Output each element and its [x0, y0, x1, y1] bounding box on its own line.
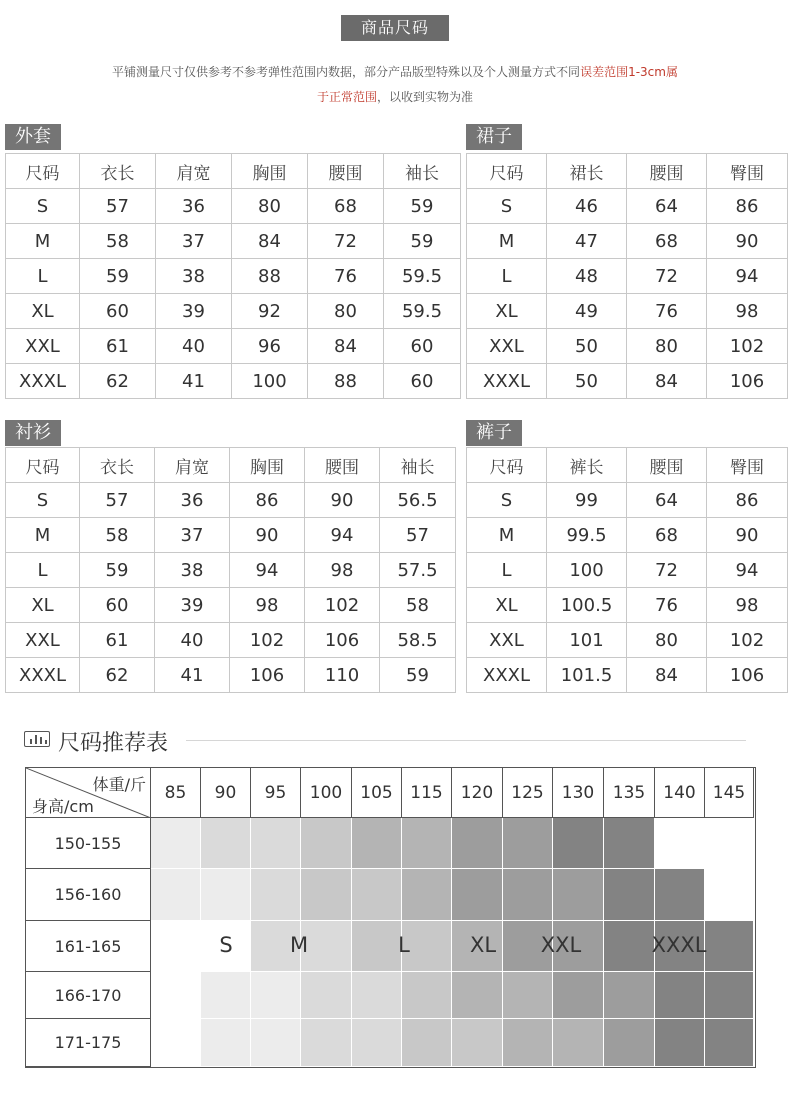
height-axis-label: 身高/cm — [32, 797, 94, 816]
table-cell: 59 — [384, 189, 461, 224]
table-cell: XXXL — [467, 658, 547, 693]
column-header: 肩宽 — [155, 448, 230, 483]
size-label: S — [219, 933, 233, 957]
shade-cell — [151, 818, 201, 869]
table-cell: 90 — [305, 483, 380, 518]
table-cell: 100 — [547, 553, 627, 588]
shade-cell — [655, 1019, 705, 1067]
table-cell: 37 — [156, 224, 232, 259]
shade-cell — [251, 972, 301, 1019]
table-cell: 62 — [80, 364, 156, 399]
table-header-row — [467, 154, 788, 189]
table-cell: 84 — [627, 364, 707, 399]
table-cell: S — [6, 189, 80, 224]
column-header: 衣长 — [80, 448, 155, 483]
shade-cell — [604, 921, 655, 972]
table-header-row — [6, 154, 461, 189]
table-cell: 46 — [547, 189, 627, 224]
table-row — [467, 518, 788, 553]
height-row-label: 171-175 — [26, 1019, 151, 1067]
table-cell: 40 — [155, 623, 230, 658]
table-cell: XXXL — [6, 658, 80, 693]
size-label: XXXL — [651, 933, 707, 957]
column-header: 肩宽 — [156, 154, 232, 189]
table-cell: 76 — [627, 294, 707, 329]
table-cell: 59 — [80, 259, 156, 294]
table-cell: 110 — [305, 658, 380, 693]
weight-column-header: 120 — [452, 768, 503, 818]
title-divider — [186, 740, 746, 741]
table-cell: 80 — [232, 189, 308, 224]
table-cell: 102 — [305, 588, 380, 623]
shirt-table-label: 衬衫 — [5, 420, 61, 446]
table-row — [6, 364, 461, 399]
table-cell: XL — [6, 294, 80, 329]
height-row-label: 156-160 — [26, 869, 151, 921]
shade-cell — [655, 869, 705, 921]
column-header: 胸围 — [230, 448, 305, 483]
table-cell: 68 — [308, 189, 384, 224]
size-recommend-grid — [25, 767, 756, 1068]
table-cell: 72 — [308, 224, 384, 259]
column-header: 腰围 — [308, 154, 384, 189]
shade-cell — [604, 818, 655, 869]
table-cell: M — [467, 518, 547, 553]
shade-cell — [604, 972, 655, 1019]
column-header: 尺码 — [467, 154, 547, 189]
table-cell: L — [467, 553, 547, 588]
table-cell: 48 — [547, 259, 627, 294]
table-cell: 90 — [707, 518, 788, 553]
table-cell: 94 — [305, 518, 380, 553]
pants-table-label: 裤子 — [466, 420, 522, 446]
size-label: M — [289, 933, 309, 957]
shade-cell — [402, 818, 452, 869]
table-cell: 59 — [380, 658, 456, 693]
table-cell: 102 — [230, 623, 305, 658]
table-cell: 86 — [707, 483, 788, 518]
table-cell: S — [467, 189, 547, 224]
size-label: L — [398, 933, 410, 957]
shade-cell — [151, 921, 201, 972]
table-cell: 94 — [230, 553, 305, 588]
note-highlight: 误差范围1-3cm属 — [580, 65, 678, 79]
table-cell: 88 — [232, 259, 308, 294]
table-row — [467, 658, 788, 693]
table-cell: XL — [467, 294, 547, 329]
table-cell: 60 — [80, 588, 155, 623]
table-cell: 64 — [627, 483, 707, 518]
table-cell: 59 — [384, 224, 461, 259]
table-cell: 100 — [232, 364, 308, 399]
size-note-line-1 — [40, 63, 750, 80]
shade-cell — [452, 869, 503, 921]
table-cell: 57 — [80, 189, 156, 224]
table-cell: 102 — [707, 623, 788, 658]
table-cell: 94 — [707, 553, 788, 588]
shade-cell — [301, 1019, 352, 1067]
shade-cell — [503, 972, 553, 1019]
column-header: 衣长 — [80, 154, 156, 189]
table-cell: 98 — [230, 588, 305, 623]
table-cell: 61 — [80, 329, 156, 364]
size-label: XL — [469, 933, 497, 957]
shade-cell — [705, 972, 754, 1019]
table-cell: 47 — [547, 224, 627, 259]
shade-cell — [402, 1019, 452, 1067]
table-cell: 64 — [627, 189, 707, 224]
weight-column-header: 135 — [604, 768, 655, 818]
shade-cell — [553, 818, 604, 869]
column-header: 腰围 — [627, 154, 707, 189]
table-cell: 72 — [627, 259, 707, 294]
pants-size-table — [466, 447, 788, 693]
table-cell: XXL — [467, 623, 547, 658]
table-cell: 100.5 — [547, 588, 627, 623]
table-cell: XL — [467, 588, 547, 623]
size-note-line-2 — [40, 88, 750, 105]
shade-cell — [251, 869, 301, 921]
shade-cell — [151, 869, 201, 921]
weight-column-header: 115 — [402, 768, 452, 818]
table-cell: 37 — [155, 518, 230, 553]
table-cell: 58 — [380, 588, 456, 623]
weight-axis-label: 体重/斤 — [92, 775, 146, 794]
column-header: 腰围 — [627, 448, 707, 483]
column-header: 裙长 — [547, 154, 627, 189]
table-cell: L — [6, 259, 80, 294]
table-cell: 41 — [155, 658, 230, 693]
table-row — [6, 189, 461, 224]
table-cell: 90 — [707, 224, 788, 259]
note-text-2: ，以收到实物为准 — [377, 90, 474, 104]
shade-cell — [402, 972, 452, 1019]
height-row-label: 166-170 — [26, 972, 151, 1019]
table-cell: 49 — [547, 294, 627, 329]
table-cell: XXL — [6, 329, 80, 364]
table-row — [467, 553, 788, 588]
table-row — [467, 364, 788, 399]
table-cell: 40 — [156, 329, 232, 364]
weight-column-header: 105 — [352, 768, 402, 818]
table-cell: 36 — [155, 483, 230, 518]
table-row — [467, 189, 788, 224]
table-cell: XXL — [467, 329, 547, 364]
shade-cell — [251, 1019, 301, 1067]
shade-cell — [705, 1019, 754, 1067]
table-cell: 50 — [547, 329, 627, 364]
height-row-label: 150-155 — [26, 818, 151, 869]
table-cell: 84 — [308, 329, 384, 364]
table-cell: 80 — [308, 294, 384, 329]
table-row — [467, 224, 788, 259]
table-cell: 101 — [547, 623, 627, 658]
column-header: 尺码 — [467, 448, 547, 483]
shade-cell — [604, 1019, 655, 1067]
table-cell: 57.5 — [380, 553, 456, 588]
table-row — [6, 623, 456, 658]
shade-cell — [251, 818, 301, 869]
table-cell: XL — [6, 588, 80, 623]
table-cell: 58 — [80, 224, 156, 259]
weight-column-header: 125 — [503, 768, 553, 818]
shade-cell — [452, 818, 503, 869]
shade-cell — [553, 1019, 604, 1067]
table-cell: S — [6, 483, 80, 518]
chart-icon — [24, 731, 50, 747]
table-cell: 88 — [308, 364, 384, 399]
table-cell: 84 — [627, 658, 707, 693]
table-cell: 50 — [547, 364, 627, 399]
shade-cell — [352, 818, 402, 869]
weight-column-header: 140 — [655, 768, 705, 818]
coat-size-table — [5, 153, 461, 399]
table-cell: 106 — [230, 658, 305, 693]
table-row — [6, 553, 456, 588]
table-cell: 92 — [232, 294, 308, 329]
table-row — [467, 623, 788, 658]
shade-cell — [705, 921, 754, 972]
column-header: 尺码 — [6, 448, 80, 483]
table-cell: 98 — [707, 588, 788, 623]
table-cell: 60 — [384, 329, 461, 364]
table-row — [467, 329, 788, 364]
shade-cell — [604, 869, 655, 921]
table-cell: 94 — [707, 259, 788, 294]
table-header-row — [467, 448, 788, 483]
table-row — [6, 329, 461, 364]
table-cell: 39 — [156, 294, 232, 329]
column-header: 袖长 — [384, 154, 461, 189]
weight-column-header: 130 — [553, 768, 604, 818]
table-cell: M — [6, 518, 80, 553]
table-cell: 38 — [155, 553, 230, 588]
table-row — [467, 483, 788, 518]
table-cell: 90 — [230, 518, 305, 553]
skirt-table-label: 裙子 — [466, 124, 522, 150]
table-row — [6, 294, 461, 329]
shade-cell — [301, 818, 352, 869]
note-text: 平铺测量尺寸仅供参考不参考弹性范围内数据，部分产品版型特殊以及个人测量方式不同 — [112, 65, 581, 79]
table-cell: 106 — [707, 364, 788, 399]
shade-cell — [705, 869, 754, 921]
shade-cell — [352, 869, 402, 921]
shade-cell — [402, 869, 452, 921]
column-header: 腰围 — [305, 448, 380, 483]
shade-cell — [301, 972, 352, 1019]
shade-cell — [201, 1019, 251, 1067]
table-cell: 62 — [80, 658, 155, 693]
table-cell: M — [6, 224, 80, 259]
table-cell: 101.5 — [547, 658, 627, 693]
shade-cell — [151, 972, 201, 1019]
shade-cell — [452, 972, 503, 1019]
table-cell: 98 — [305, 553, 380, 588]
table-cell: 61 — [80, 623, 155, 658]
table-row — [467, 588, 788, 623]
table-row — [467, 294, 788, 329]
table-cell: 84 — [232, 224, 308, 259]
weight-column-header: 95 — [251, 768, 301, 818]
table-cell: 60 — [384, 364, 461, 399]
coat-table-label: 外套 — [5, 124, 61, 150]
table-cell: 58.5 — [380, 623, 456, 658]
table-cell: 68 — [627, 224, 707, 259]
table-cell: M — [467, 224, 547, 259]
shade-cell — [352, 1019, 402, 1067]
shade-cell — [503, 869, 553, 921]
table-cell: 56.5 — [380, 483, 456, 518]
shade-cell — [553, 869, 604, 921]
height-row-label: 161-165 — [26, 921, 151, 972]
table-cell: L — [6, 553, 80, 588]
table-cell: 80 — [627, 623, 707, 658]
column-header: 臀围 — [707, 154, 788, 189]
table-cell: 102 — [707, 329, 788, 364]
column-header: 胸围 — [232, 154, 308, 189]
table-row — [6, 483, 456, 518]
table-cell: 59 — [80, 553, 155, 588]
table-cell: 59.5 — [384, 259, 461, 294]
table-header-row — [6, 448, 456, 483]
table-row — [6, 658, 456, 693]
table-cell: 76 — [627, 588, 707, 623]
table-cell: 68 — [627, 518, 707, 553]
table-cell: S — [467, 483, 547, 518]
note-highlight-2: 于正常范围 — [316, 90, 377, 104]
shade-cell — [503, 1019, 553, 1067]
page-title: 商品尺码 — [341, 15, 449, 41]
table-cell: 106 — [305, 623, 380, 658]
table-cell: 72 — [627, 553, 707, 588]
table-cell: 106 — [707, 658, 788, 693]
weight-column-header: 90 — [201, 768, 251, 818]
table-row — [6, 259, 461, 294]
column-header: 臀围 — [707, 448, 788, 483]
column-header: 尺码 — [6, 154, 80, 189]
weight-column-header: 100 — [301, 768, 352, 818]
skirt-size-table — [466, 153, 788, 399]
shade-cell — [201, 972, 251, 1019]
table-cell: 80 — [627, 329, 707, 364]
shade-cell — [301, 869, 352, 921]
shade-cell — [503, 818, 553, 869]
table-cell: 36 — [156, 189, 232, 224]
table-cell: XXL — [6, 623, 80, 658]
table-cell: 58 — [80, 518, 155, 553]
table-cell: 99.5 — [547, 518, 627, 553]
table-cell: 99 — [547, 483, 627, 518]
table-row — [6, 518, 456, 553]
shade-cell — [655, 818, 705, 869]
column-header: 袖长 — [380, 448, 456, 483]
table-cell: 57 — [380, 518, 456, 553]
table-cell: 41 — [156, 364, 232, 399]
recommend-title: 尺码推荐表 — [58, 731, 169, 756]
shade-cell — [352, 972, 402, 1019]
table-cell: 57 — [80, 483, 155, 518]
table-cell: XXXL — [467, 364, 547, 399]
table-cell: 98 — [707, 294, 788, 329]
shade-cell — [151, 1019, 201, 1067]
shade-cell — [655, 972, 705, 1019]
table-row — [467, 259, 788, 294]
grid-corner-header — [26, 768, 151, 818]
shirt-size-table — [5, 447, 456, 693]
table-cell: 38 — [156, 259, 232, 294]
table-cell: L — [467, 259, 547, 294]
shade-cell — [452, 1019, 503, 1067]
table-cell: 86 — [230, 483, 305, 518]
table-row — [6, 224, 461, 259]
column-header: 裤长 — [547, 448, 627, 483]
table-cell: 76 — [308, 259, 384, 294]
table-cell: 59.5 — [384, 294, 461, 329]
table-cell: 86 — [707, 189, 788, 224]
table-cell: 39 — [155, 588, 230, 623]
shade-cell — [553, 972, 604, 1019]
shade-cell — [705, 818, 754, 869]
size-label: XXL — [540, 933, 582, 957]
table-cell: 96 — [232, 329, 308, 364]
shade-cell — [201, 818, 251, 869]
table-row — [6, 588, 456, 623]
shade-cell — [201, 869, 251, 921]
weight-column-header: 145 — [705, 768, 754, 818]
weight-column-header: 85 — [151, 768, 201, 818]
table-cell: XXXL — [6, 364, 80, 399]
table-cell: 60 — [80, 294, 156, 329]
